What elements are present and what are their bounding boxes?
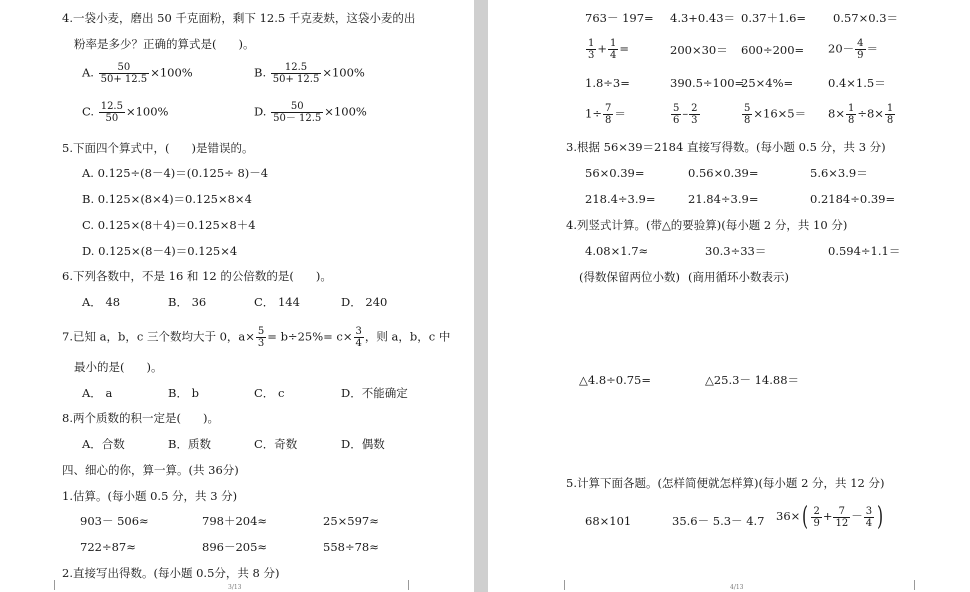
q4-stem: 4.一袋小麦，磨出 50 千克面粉，剩下 12.5 千克麦麸，这袋小麦的出: [62, 11, 416, 25]
q4-title: 4.列竖式计算。(带△的要验算)(每小题 2 分，共 10 分): [566, 218, 848, 232]
q6-option-b: B． 36: [168, 295, 207, 309]
margin-mark: [554, 580, 565, 590]
calc-item: 1÷ $\frac{7}{8}$ ＝: [585, 103, 626, 126]
estimate-item: 558÷78≈: [323, 540, 379, 554]
direct-calc-title: 2.直接写出得数。(每小题 0.5分，共 8 分): [62, 566, 280, 580]
q4-note-rounding: (得数保留两位小数): [579, 270, 680, 284]
calc-item: 4.3+0.43＝: [670, 11, 736, 25]
q4-option-c: C. $\frac{12.5}{50}$ ×100%: [82, 101, 169, 124]
q5-title: 5.计算下面各题。(怎样简便就怎样算)(每小题 2 分，共 12 分): [566, 476, 885, 490]
q6-option-c: C． 144: [254, 295, 300, 309]
margin-mark: [408, 580, 419, 590]
q4-option-b: B. $\frac{12.5}{50+ 12.5}$ ×100%: [254, 62, 365, 85]
q6-option-d: D． 240: [341, 295, 388, 309]
page-number: 4/13: [730, 584, 744, 591]
q7-stem: 7.已知 a，b，c 三个数均大于 0，a× $\frac{5}{3}$ = b÷25%= c× $\frac{3}{4}$ ，则 a，b，c 中: [62, 326, 451, 349]
margin-mark: [44, 580, 55, 590]
q7-option-d: D．不能确定: [341, 386, 408, 400]
calc-item: 200×30＝: [670, 43, 728, 57]
calc-item: $\frac{1}{3}$ + $\frac{1}{4}$ =: [588, 38, 630, 61]
estimate-item: 903－ 506≈: [80, 514, 149, 528]
calc-item: 0.57×0.3＝: [833, 11, 899, 25]
q8-option-a: A．合数: [82, 437, 125, 451]
q8-option-d: D．偶数: [341, 437, 385, 451]
q7-stem-line2: 最小的是( )。: [74, 360, 163, 374]
q5-stem: 5.下面四个算式中，( )是错误的。: [62, 141, 254, 155]
calc-item: 68×101: [585, 514, 632, 528]
margin-mark: [914, 580, 925, 590]
q7-option-b: B． b: [168, 386, 199, 400]
calc-item: 30.3÷33＝: [705, 244, 767, 258]
calc-item: 20－ $\frac{4}{9}$ ＝: [828, 38, 879, 61]
calc-item: 21.84÷3.9=: [688, 192, 759, 206]
q4-stem-line2: 粉率是多少？正确的算式是( )。: [74, 37, 255, 51]
q8-option-c: C．奇数: [254, 437, 298, 451]
calc-item: 5.6×3.9＝: [810, 166, 868, 180]
q4-option-d: D. $\frac{50}{50- 12.5}$ ×100%: [254, 101, 367, 124]
calc-item: 35.6－ 5.3－ 4.7: [672, 514, 765, 528]
q6-stem: 6.下列各数中，不是 16 和 12 的公倍数的是( )。: [62, 269, 332, 283]
q4-note-repeating: (商用循环小数表示): [688, 270, 789, 284]
calc-item: $\frac{5}{8}$ ×16×5＝: [744, 103, 807, 126]
calc-item: 0.2184÷0.39=: [810, 192, 896, 206]
calc-item: 56×0.39=: [585, 166, 645, 180]
calc-item: 0.4×1.5＝: [828, 76, 886, 90]
calc-item: 8× $\frac{1}{8}$ ÷8× $\frac{1}{8}$: [828, 103, 894, 126]
q6-option-a: A． 48: [82, 295, 121, 309]
calc-item: 0.56×0.39=: [688, 166, 759, 180]
calc-item: 0.37＋1.6=: [741, 11, 807, 25]
q5-option-c: C. 0.125×(8＋4)＝0.125×8＋4: [82, 218, 256, 232]
page-number: 3/13: [228, 584, 242, 591]
calc-item: 218.4÷3.9=: [585, 192, 656, 206]
calc-item: 25×4%=: [741, 76, 794, 90]
estimate-item: 798＋204≈: [202, 514, 268, 528]
q5-option-a: A. 0.125÷(8－4)＝(0.125÷ 8)－4: [82, 166, 269, 180]
estimate-item: 25×597≈: [323, 514, 379, 528]
q3-title: 3.根据 56×39＝2184 直接写得数。(每小题 0.5 分，共 3 分): [566, 140, 886, 154]
document-page-3: [0, 0, 474, 592]
q7-option-a: A． a: [82, 386, 113, 400]
calc-item: $\frac{5}{6}$ – $\frac{2}{3}$: [673, 103, 698, 126]
q8-option-b: B．质数: [168, 437, 211, 451]
calc-item: 36×( $\frac{2}{9}$ + $\frac{7}{12}$ － $\frac{3}{4}$ ): [776, 502, 884, 532]
calc-item: 763－ 197=: [585, 11, 654, 25]
q5-option-d: D. 0.125×(8－4)＝0.125×4: [82, 244, 238, 258]
calc-item: 1.8÷3=: [585, 76, 630, 90]
q5-option-b: B. 0.125×(8×4)＝0.125×8×4: [82, 192, 252, 206]
document-page-4: [488, 0, 970, 592]
calc-item: △4.8÷0.75=: [579, 373, 652, 387]
q4-option-a: A. $\frac{50}{50+ 12.5}$ ×100%: [82, 62, 193, 85]
page-gap: [474, 0, 488, 592]
calc-item: 600÷200=: [741, 43, 805, 57]
q7-option-c: C． c: [254, 386, 285, 400]
estimate-item: 722÷87≈: [80, 540, 136, 554]
calc-item: 4.08×1.7≈: [585, 244, 649, 258]
estimate-item: 896－205≈: [202, 540, 268, 554]
estimate-title: 1.估算。(每小题 0.5 分，共 3 分): [62, 489, 238, 503]
section-4-heading: 四、细心的你，算一算。(共 36分): [62, 463, 239, 477]
calc-item: 0.594÷1.1＝: [828, 244, 901, 258]
q8-stem: 8.两个质数的积一定是( )。: [62, 411, 219, 425]
calc-item: △25.3－ 14.88＝: [705, 373, 800, 387]
calc-item: 390.5÷100=: [670, 76, 745, 90]
